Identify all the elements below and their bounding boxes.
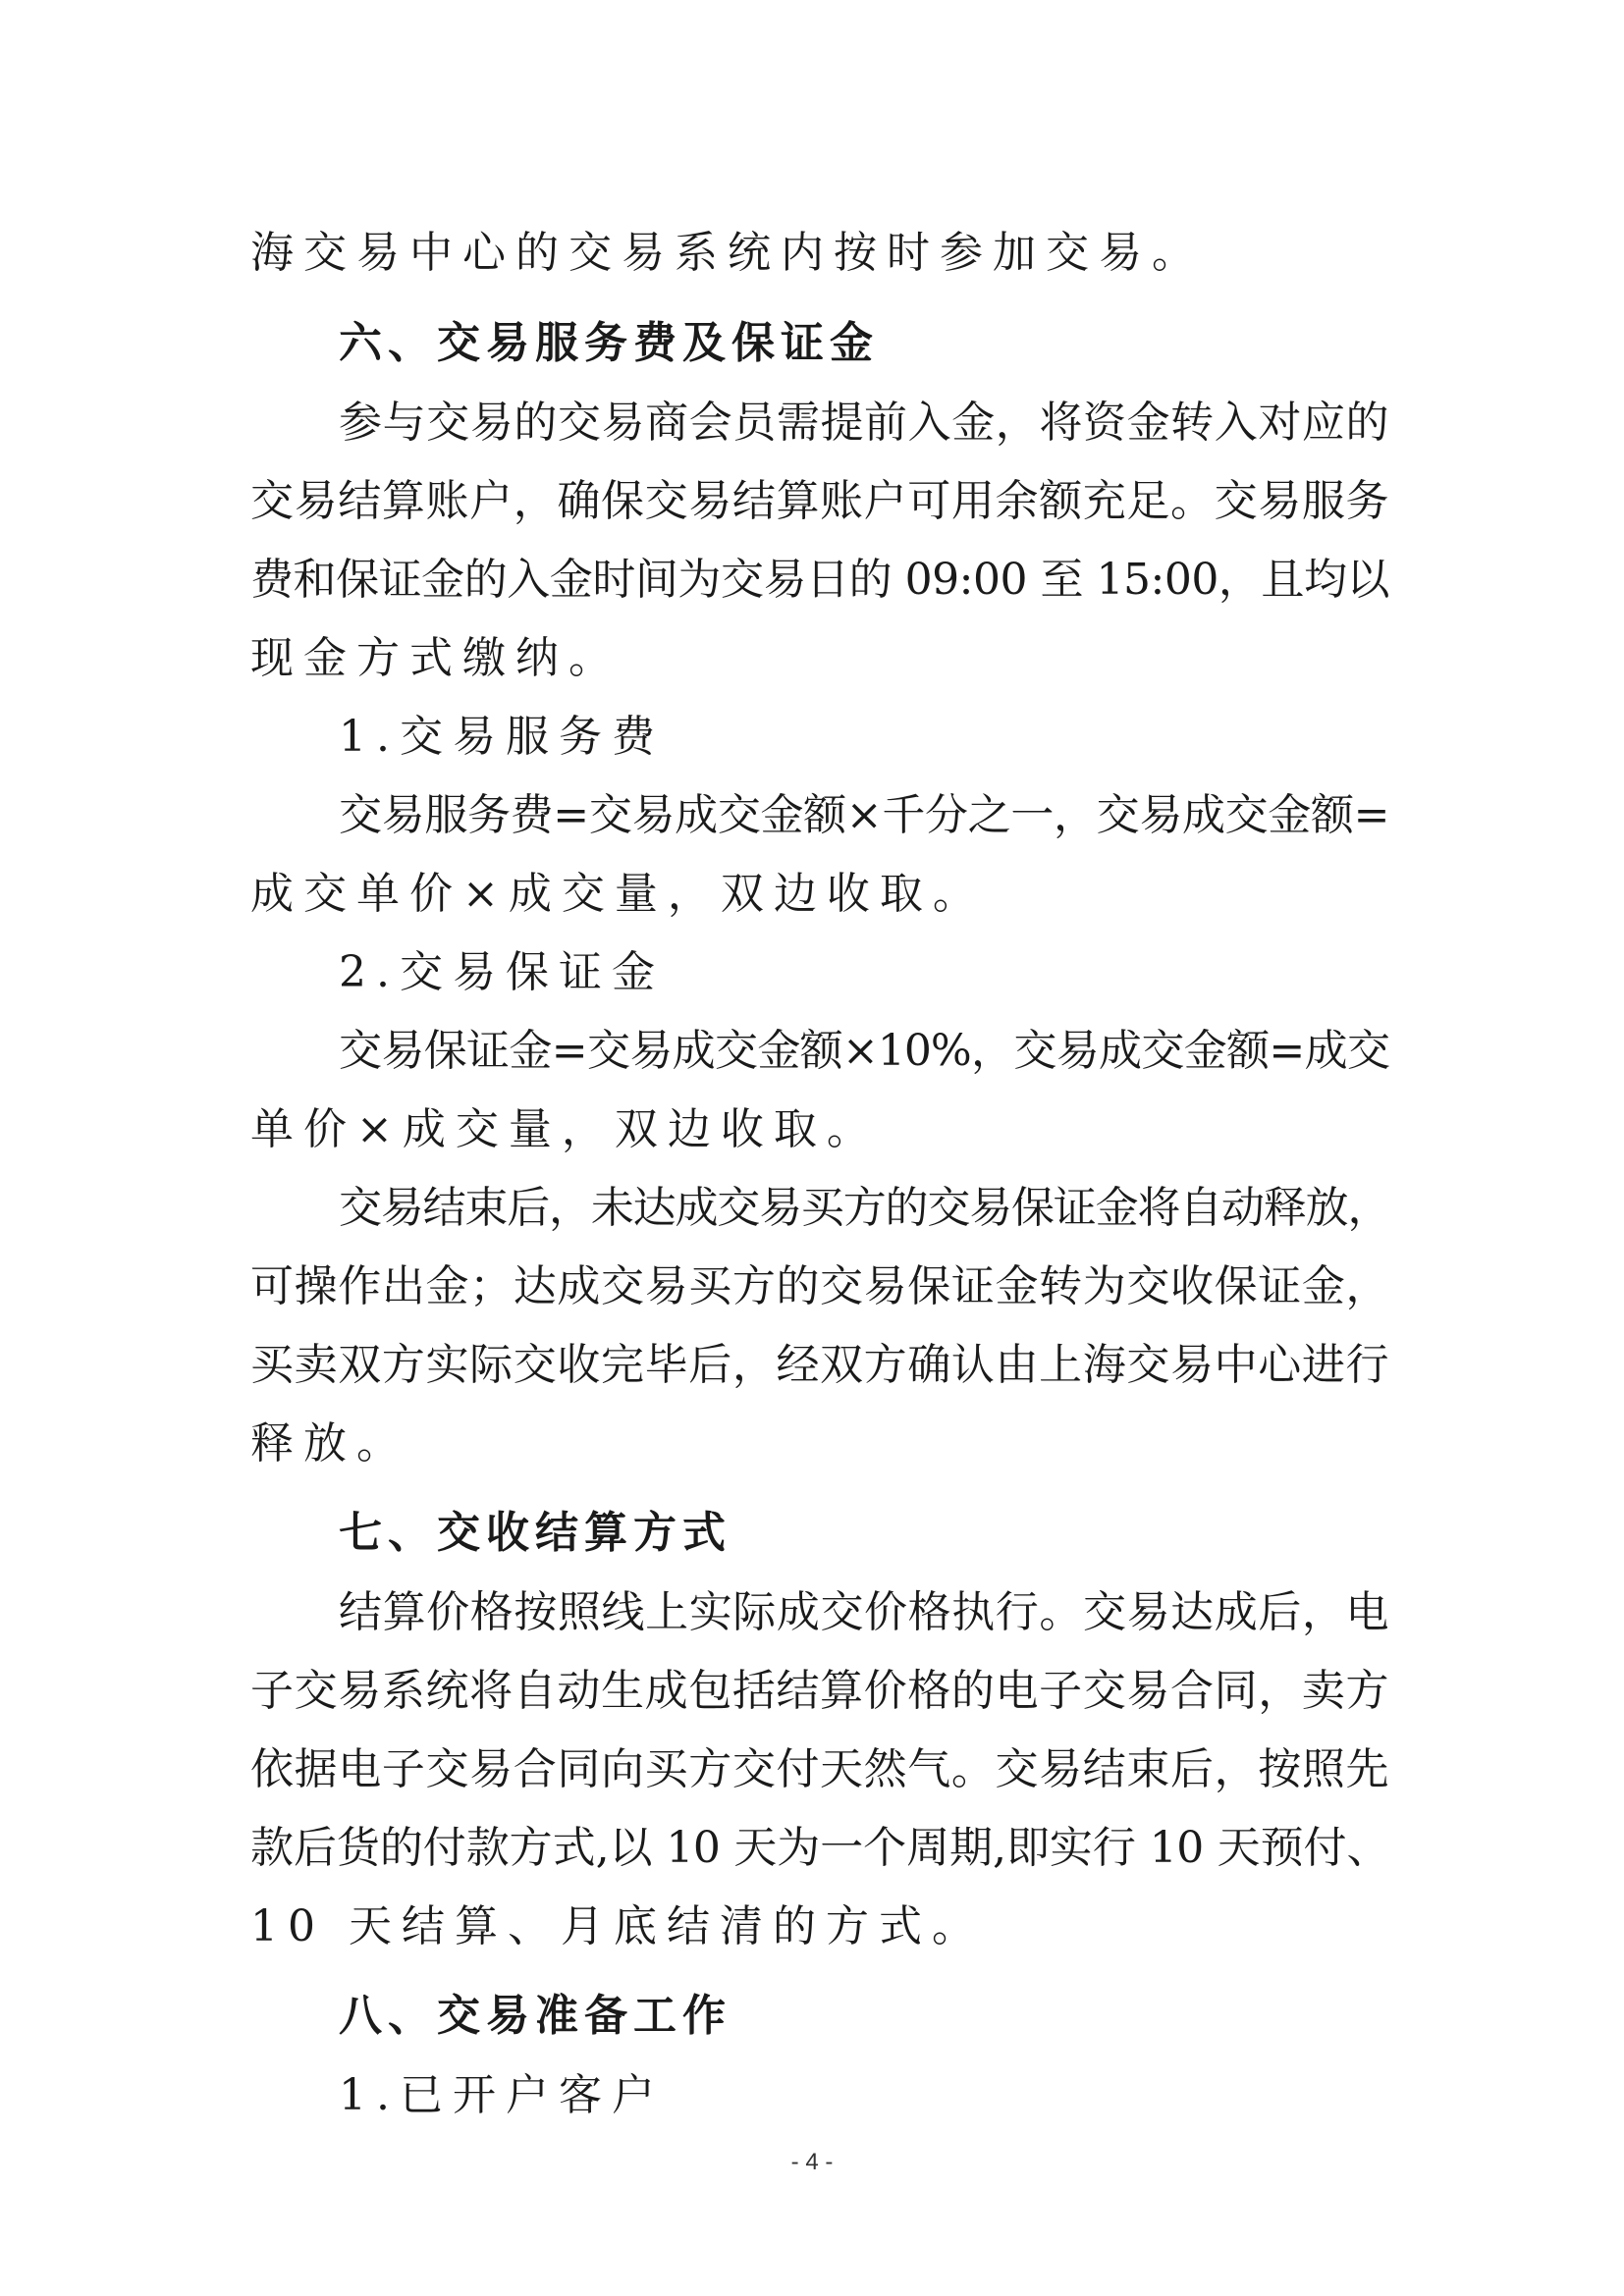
section-heading-preparation: 八、交易准备工作 — [339, 1991, 731, 2041]
paragraph-line: 费和保证金的入金时间为交易日的 09:00 至 15:00，且均以 — [250, 555, 1389, 605]
subheading-deposit: 2.交易保证金 — [339, 947, 665, 997]
paragraph-line: 结算价格按照线上实际成交价格执行。交易达成后，电 — [339, 1587, 1389, 1637]
section-heading-settlement: 七、交收结算方式 — [339, 1508, 731, 1558]
paragraph-line: 参与交易的交易商会员需提前入金，将资金转入对应的 — [339, 398, 1389, 448]
page-number: - 4 - — [790, 2149, 834, 2175]
paragraph-line: 买卖双方实际交收完毕后，经双方确认由上海交易中心进行 — [250, 1340, 1389, 1390]
subheading-existing-clients: 1.已开户客户 — [339, 2070, 665, 2120]
paragraph-line: 依据电子交易合同向买方交付天然气。交易结束后，按照先 — [250, 1744, 1389, 1794]
paragraph-line: 海交易中心的交易系统内按时参加交易。 — [250, 228, 1205, 278]
subheading-service-fee: 1.交易服务费 — [339, 712, 665, 762]
paragraph-line: 交易结束后，未达成交易买方的交易保证金将自动释放， — [339, 1183, 1389, 1233]
paragraph-line: 现金方式缴纳。 — [250, 633, 622, 683]
paragraph-line: 交易保证金=交易成交金额×10%，交易成交金额=成交 — [339, 1026, 1389, 1076]
section-heading-fee-deposit: 六、交易服务费及保证金 — [339, 318, 879, 368]
paragraph-line: 可操作出金；达成交易买方的交易保证金转为交收保证金， — [250, 1261, 1389, 1311]
paragraph-line: 交易服务费=交易成交金额×千分之一，交易成交金额= — [339, 790, 1389, 840]
paragraph-line: 交易结算账户，确保交易结算账户可用余额充足。交易服务 — [250, 476, 1389, 526]
paragraph-line: 释放。 — [250, 1418, 409, 1468]
paragraph-line: 10 天结算、月底结清的方式。 — [250, 1901, 985, 1951]
paragraph-line: 单价×成交量，双边收取。 — [250, 1104, 880, 1154]
paragraph-line: 款后货的付款方式,以 10 天为一个周期,即实行 10 天预付、 — [250, 1823, 1389, 1873]
paragraph-line: 成交单价×成交量，双边收取。 — [250, 869, 986, 919]
paragraph-line: 子交易系统将自动生成包括结算价格的电子交易合同，卖方 — [250, 1666, 1389, 1716]
